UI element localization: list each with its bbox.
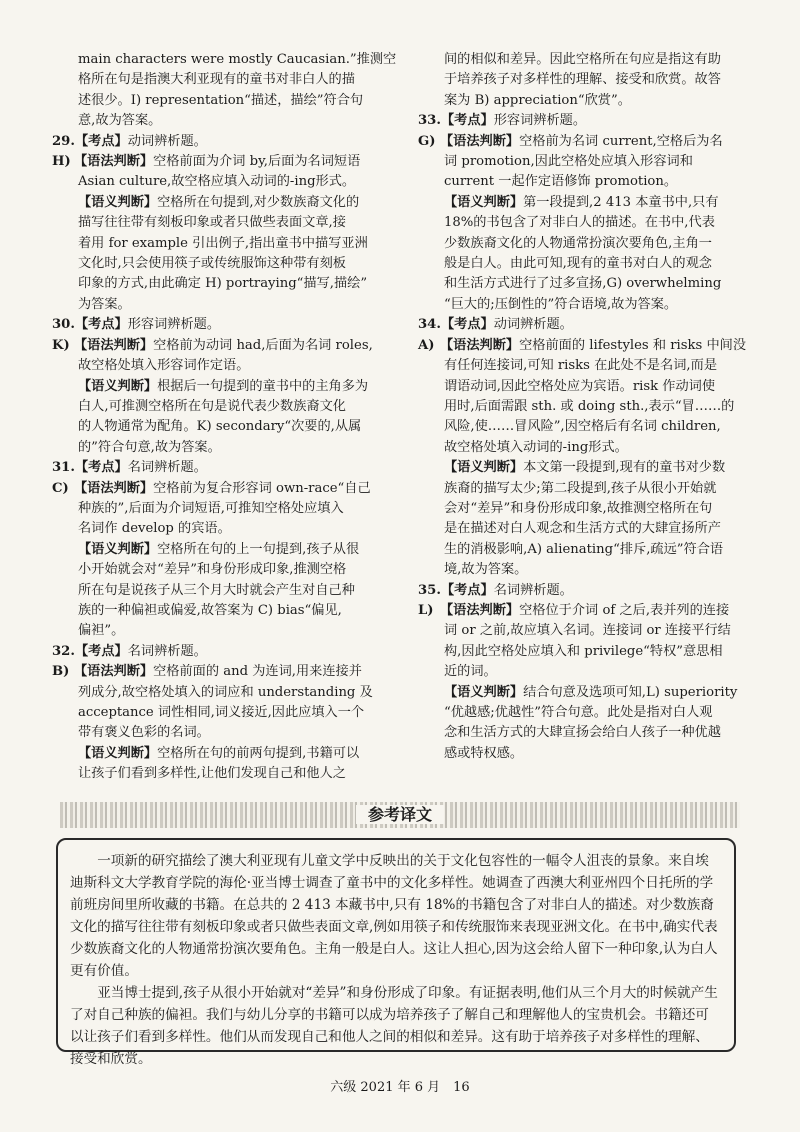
grammar-tag: 【语法判断】 (440, 133, 520, 149)
question-block-29 (52, 132, 407, 316)
text-line: 格所在句是指澳大利亚现有的童书对非白人的描 (78, 72, 355, 88)
grammar-tag: 【语法判断】 (440, 602, 520, 618)
text-line: 于培养孩子对多样性的理解、接受和欣赏。故答 (444, 72, 721, 88)
text-line: 族的一种偏袒或偏爱,故答案为 C) bias“偏见, (78, 602, 342, 618)
kaodian-text: 名词辨析题。 (127, 460, 207, 476)
text-line: 词 promotion,因此空格处应填入形容词和 (444, 154, 693, 170)
grammar-tag: 【语法判断】 (74, 480, 154, 496)
kaodian-text: 形容词辨析题。 (493, 113, 587, 129)
text-line: 印象的方式,由此确定 H) portraying“描写,描绘” (78, 276, 368, 292)
text-line: 的”符合句意,故为答案。 (78, 439, 221, 455)
text-line: 谓语动词,因此空格处应为宾语。risk 作动词使 (444, 378, 716, 394)
text-line: 会对“差异”和身份形成印象,故推测空格所在句 (444, 500, 713, 516)
question-number: 29. (52, 133, 75, 149)
answer-option: C) (52, 480, 69, 496)
right-column (418, 50, 758, 764)
answer-option: K) (52, 337, 70, 353)
text-line: 18%的书包含了对非白人的描述。在书中,代表 (444, 215, 715, 231)
text-line: 近的词。 (444, 664, 497, 680)
answer-option: H) (52, 154, 71, 170)
question-block-35 (418, 581, 758, 765)
text-line: 列成分,故空格处填入的词应和 understanding 及 (78, 684, 373, 700)
kaodian-tag: 【考点】 (440, 317, 494, 333)
question-block-30 (52, 315, 407, 458)
text-line: 空格前为动词 had,后面为名词 roles, (153, 337, 373, 353)
text-line: 和生活方式进行了过多宣扬,G) overwhelming (444, 276, 722, 292)
kaodian-text: 形容词辨析题。 (127, 317, 221, 333)
semantic-tag: 【语义判断】 (444, 460, 524, 476)
text-line: 族裔的描写太少;第二段提到,孩子从很小开始就 (444, 480, 717, 496)
left-column (52, 50, 407, 785)
semantic-tag: 【语义判断】 (444, 194, 524, 210)
question-block-34 (418, 315, 758, 580)
text-line: 着用 for example 引出例子,指出童书中描写亚洲 (78, 235, 368, 251)
text-line: 名词作 develop 的宾语。 (78, 521, 231, 537)
text-line: 第一段提到,2 413 本童书中,只有 (523, 194, 719, 210)
text-line: Asian culture,故空格应填入动词的-ing形式。 (78, 174, 356, 190)
text-line: 案为 B) appreciation“欣赏”。 (444, 92, 631, 108)
intro-text (52, 50, 407, 132)
kaodian-tag: 【考点】 (74, 460, 128, 476)
text-line: 境,故为答案。 (444, 562, 528, 578)
answer-option: G) (418, 133, 436, 149)
question-block-33 (418, 111, 758, 315)
text-line: 故空格处填入形容词作定语。 (78, 358, 250, 374)
text-line: 空格所在句提到,对少数族裔文化的 (157, 194, 360, 210)
kaodian-tag: 【考点】 (440, 582, 494, 598)
text-line: 让孩子们看到多样性,让他们发现自己和他人之 (78, 766, 346, 782)
kaodian-tag: 【考点】 (74, 317, 128, 333)
kaodian-tag: 【考点】 (440, 113, 494, 129)
question-number: 35. (418, 582, 441, 598)
text-line: 少数族裔文化的人物通常扮演次要角色,主角一 (444, 235, 712, 251)
text-line: 间的相似和差异。因此空格所在句应是指这有助 (444, 52, 721, 67)
text-line: 意,故为答案。 (78, 113, 162, 129)
text-line: 所在句是说孩子从三个月大时就会产生对自己种 (78, 582, 355, 598)
text-line: 空格所在句的上一句提到,孩子从很 (157, 541, 360, 557)
translation-paragraph: 亚当博士提到,孩子从很小开始就对“差异”和身份形成了印象。有证据表明,他们从三个月大的时候就产生了对自己种族的偏袒。我们与幼儿分享的书籍可以成为培养孩子了解自己和理解他人的宝贵机会。书籍还可以让孩子们看到多样性。他们从而发现自己和他人之间的相似和差异。这有助于培养孩子对多样性的理解、接受和欣赏。 (70, 985, 718, 1067)
text-line: acceptance 词性相同,词义接近,因此应填入一个 (78, 705, 365, 720)
text-line: 述很少。I) representation“描述，描绘”符合句 (78, 92, 364, 108)
text-line: 根据后一句提到的童书中的主角多为 (157, 378, 369, 394)
semantic-tag: 【语义判断】 (78, 745, 158, 761)
semantic-tag: 【语义判断】 (78, 378, 158, 394)
kaodian-text: 名词辨析题。 (127, 643, 207, 659)
text-line: 用时,后面需跟 sth. 或 doing sth.,表示“冒……的 (444, 398, 735, 414)
text-line: 种族的”,后面为介词短语,可推知空格处应填入 (78, 500, 344, 516)
text-line: 有任何连接词,可知 risks 在此处不是名词,而是 (444, 358, 718, 374)
text-line: 般是白人。由此可知,现有的童书对白人的观念 (444, 256, 712, 272)
text-line: 空格前面为介词 by,后面为名词短语 (153, 154, 361, 170)
text-line: 构,因此空格处应填入和 privilege“特权”意思相 (444, 643, 723, 659)
text-line: 风险,使……冒风险”,因空格后有名词 children, (444, 419, 721, 435)
grammar-tag: 【语法判断】 (74, 154, 154, 170)
text-line: 为答案。 (78, 296, 131, 312)
text-line: “巨大的;压倒性的”符合语境,故为答案。 (444, 296, 678, 312)
text-line: 空格前为复合形容词 own-race“自己 (153, 480, 371, 496)
text-line: 文化时,只会使用筷子或传统服饰这种带有刻板 (78, 256, 346, 272)
question-number: 31. (52, 460, 75, 476)
text-line: 的人物通常为配角。K) secondary“次要的,从属 (78, 419, 362, 435)
text-line: 生的消极影响,A) alienating“排斥,疏远”符合语 (444, 541, 724, 557)
translation-paragraph: 一项新的研究描绘了澳大利亚现有儿童文学中反映出的关于文化包容性的一幅令人沮丧的景象。来自埃迪斯科文大学教育学院的海伦·亚当博士调查了童书中的文化多样性。她调查了西澳大利亚州四个日托所的学前班房间里所收藏的书籍。在总共的 2 413 本藏书中,只有 18%的书籍包含了对非白人的描述。对少数族裔文化的描写往往带有刻板印象或者只做些表面文章,例如用筷子和传统服饰来表现亚洲文化。在书中,确实代表少数族裔文化的人物通常扮演次要角色。主角一般是白人。这让人担心,因为这会给人留下一种印象,认为白人更有价值。 (70, 853, 718, 979)
text-line: 感或特权感。 (444, 745, 524, 761)
text-line: 词 or 之前,故应填入名词。连接词 or 连接平行结 (444, 623, 731, 639)
grammar-tag: 【语法判断】 (74, 337, 154, 353)
text-line: 偏袒”。 (78, 623, 125, 639)
kaodian-tag: 【考点】 (74, 133, 128, 149)
question-number: 34. (418, 317, 441, 333)
text-line: 故空格处填入动词的-ing形式。 (444, 439, 628, 455)
text-line: 空格前面的 and 为连词,用来连接并 (153, 664, 362, 680)
text-line: 空格前面的 lifestyles 和 risks 中间没 (519, 337, 747, 353)
text-line: 小开始就会对“差异”和身份形成印象,推测空格 (78, 562, 347, 578)
semantic-tag: 【语义判断】 (444, 684, 524, 700)
text-line: main characters were mostly Caucasian.”推测空 (78, 52, 397, 67)
text-line: 空格位于介词 of 之后,表并列的连接 (519, 602, 730, 618)
text-line: 结合句意及选项可知,L) superiority (523, 684, 738, 700)
text-line: 空格前为名词 current,空格后为名 (519, 133, 723, 149)
translation-title-text: 参考译文 (356, 805, 444, 824)
question-number: 30. (52, 317, 75, 333)
text-line: 是在描述对白人观念和生活方式的大肆宣扬所产 (444, 521, 721, 537)
kaodian-text: 名词辨析题。 (493, 582, 573, 598)
text-line: 本文第一段提到,现有的童书对少数 (523, 460, 726, 476)
text-line: 念和生活方式的大肆宣扬会给白人孩子一种优越 (444, 725, 721, 741)
text-line: current 一起作定语修饰 promotion。 (444, 174, 678, 190)
grammar-tag: 【语法判断】 (74, 664, 154, 680)
kaodian-text: 动词辨析题。 (493, 317, 573, 333)
answer-option: A) (418, 337, 435, 353)
question-number: 32. (52, 643, 75, 659)
intro-text (418, 50, 758, 111)
semantic-tag: 【语义判断】 (78, 541, 158, 557)
text-line: 描写往往带有刻板印象或者只做些表面文章,接 (78, 215, 346, 231)
question-block-32 (52, 642, 407, 785)
kaodian-tag: 【考点】 (74, 643, 128, 659)
text-line: 空格所在句的前两句提到,书籍可以 (157, 745, 360, 761)
translation-title (0, 802, 800, 828)
text-line: 白人,可推测空格所在句是说代表少数族裔文化 (78, 398, 346, 414)
grammar-tag: 【语法判断】 (440, 337, 520, 353)
question-number: 33. (418, 113, 441, 129)
kaodian-text: 动词辨析题。 (127, 133, 207, 149)
semantic-tag: 【语义判断】 (78, 194, 158, 210)
answer-option: L) (418, 602, 434, 618)
text-line: “优越感;优越性”符合句意。此处是指对白人观 (444, 705, 713, 720)
translation-box (56, 838, 736, 1067)
text-line: 带有褒义色彩的名词。 (78, 725, 210, 741)
question-block-31 (52, 458, 407, 642)
answer-option: B) (52, 664, 70, 680)
page-footer: 六级 2021 年 6 月 16 (330, 1080, 470, 1095)
